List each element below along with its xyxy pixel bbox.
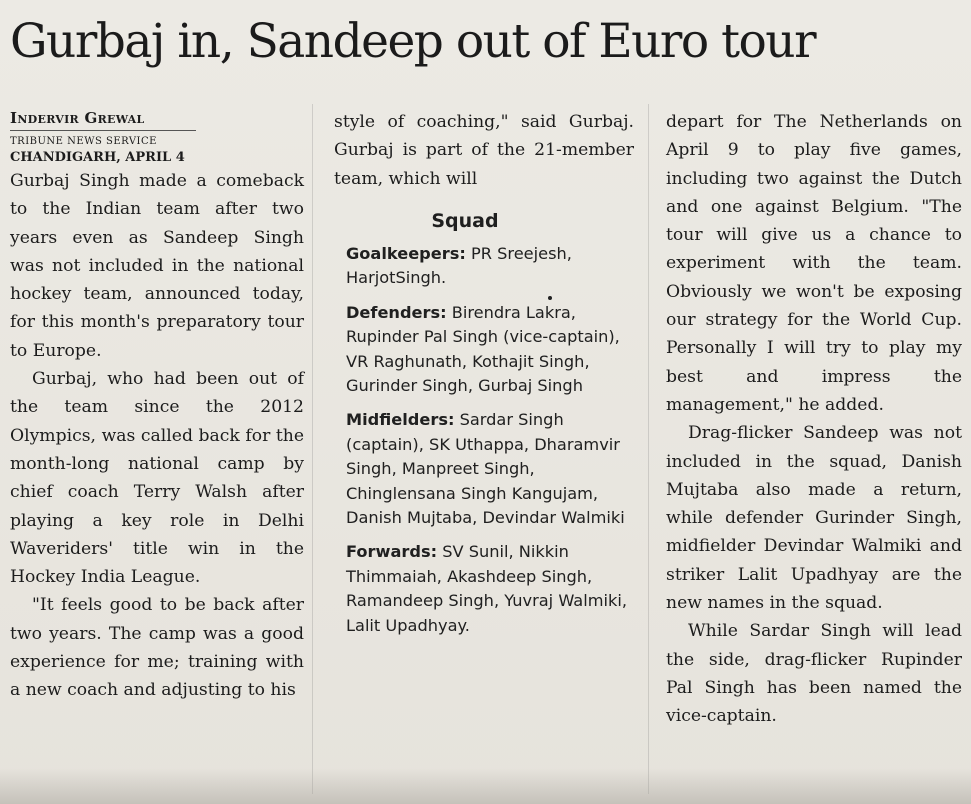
column-divider [648, 104, 649, 794]
squad-names: Sardar Singh (captain), SK Uthappa, Dharamvir Singh, Manpreet Singh, Chinglensana Singh Kangujam, Danish Mujtaba, Devindar Walmiki [346, 410, 625, 528]
squad-label: Defenders: [346, 302, 447, 322]
squad-box [334, 210, 634, 770]
byline-rule [10, 130, 196, 131]
article-column-2 [334, 108, 634, 193]
squad-title: Squad [431, 210, 499, 232]
squad-defenders [346, 301, 634, 399]
article-paragraph: Gurbaj Singh made a comeback to the Indian team after two years even as Sandeep Singh was not included in the national hockey team, announced today, for this month's preparatory tour to Europe. [10, 171, 304, 361]
article-paragraph: Gurbaj, who had been out of the team since the 2012 Olympics, was called back for the month-long national camp by chief coach Terry Walsh after playing a key role in Delhi Waveriders' title win in the Hockey India League. [10, 369, 304, 588]
squad-midfielders [346, 408, 634, 530]
squad-forwards [346, 540, 634, 638]
article-column-1 [10, 108, 304, 705]
squad-goalkeepers [346, 242, 634, 291]
print-speck [548, 296, 552, 300]
headline: Gurbaj in, Sandeep out of Euro tour [10, 14, 816, 69]
dateline: CHANDIGARH, APRIL 4 [10, 150, 185, 165]
article-paragraph: "It feels good to be back after two years. The camp was a good experience for me; training with a new coach and adjusting to his [10, 595, 304, 701]
squad-label: Midfielders: [346, 410, 455, 430]
article-paragraph: style of coaching," said Gurbaj. Gurbaj is part of the 21-member team, which will [334, 112, 634, 189]
squad-label: Forwards: [346, 542, 438, 562]
article-paragraph: While Sardar Singh will lead the side, drag-flicker Rupinder Pal Singh has been named the vice-captain. [666, 621, 962, 727]
squad-names: Birendra Lakra, Rupinder Pal Singh (vice-captain), VR Raghunath, Kothajit Singh, Gurinder Singh, Gurbaj Singh [346, 302, 620, 396]
article-paragraph: Drag-flicker Sandeep was not included in the squad, Danish Mujtaba also made a return, while defender Gurinder Singh, midfielder Devindar Walmiki and striker Lalit Upadhyay are the new names in the squad. [666, 423, 962, 614]
article-paragraph: depart for The Netherlands on April 9 to play five games, including two against the Dutch and one against Belgium. "The tour will give us a chance to experiment with the team. Obviously we won't be exposing our strategy for the World Cup. Personally I will try to play my best and impress the management," he added. [666, 112, 962, 415]
article-column-3 [666, 108, 962, 731]
squad-names: SV Sunil, Nikkin Thimmaiah, Akashdeep Singh, Ramandeep Singh, Yuvraj Walmiki, Lalit Upadhyay. [346, 542, 627, 635]
page-bottom-shadow [0, 768, 971, 804]
squad-names: PR Sreejesh, HarjotSingh. [346, 244, 572, 288]
byline-author: Indervir Grewal [10, 109, 145, 127]
squad-label: Goalkeepers: [346, 244, 466, 263]
byline-service: TRIBUNE NEWS SERVICE [10, 136, 157, 147]
column-divider [312, 104, 313, 794]
